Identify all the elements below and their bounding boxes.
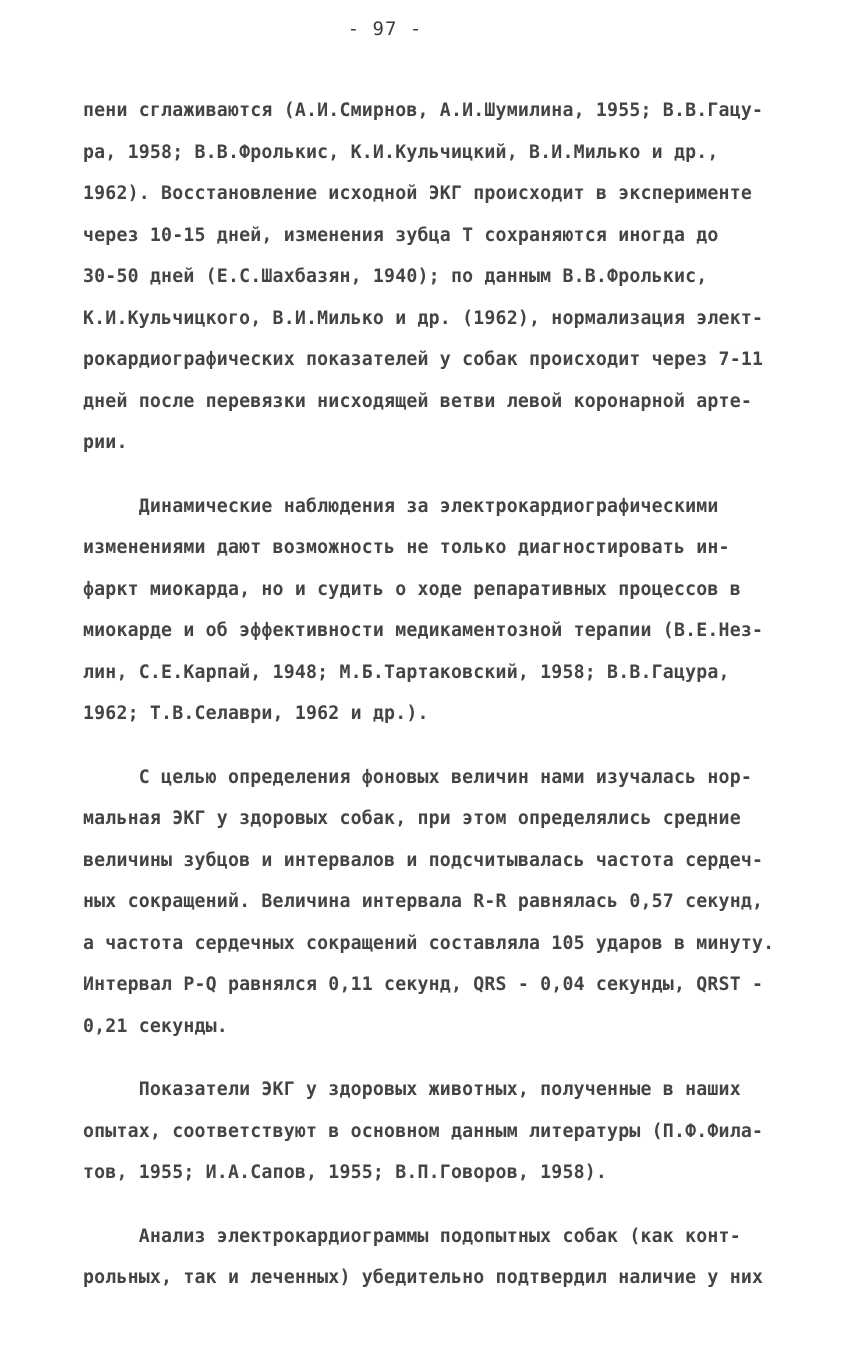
text-line: пени сглаживаются (А.И.Смирнов, А.И.Шумилина, 1955; В.В.Гацу- [83, 100, 764, 121]
text-line: фаркт миокарда, но и судить о ходе репаративных процессов в [83, 578, 741, 600]
paragraph-gap [83, 1194, 823, 1216]
text-line: К.И.Кульчицкого, В.И.Милько и др. (1962), нормализация элект- [83, 307, 764, 329]
paragraph [83, 90, 823, 464]
text-line: мальная ЭКГ у здоровых собак, при этом определялись средние [83, 808, 741, 829]
text-line: дней после перевязки нисходящей ветви левой коронарной арте- [83, 390, 752, 412]
text-line: а частота сердечных сокращений составляла 105 ударов в минуту. [83, 932, 775, 954]
paragraph-gap [83, 1047, 823, 1069]
text-line: рольных, так и леченных) убедительно подтвердил наличие у них [83, 1267, 764, 1288]
text-line: через 10-15 дней, изменения зубца Т сохраняются иногда до [83, 224, 719, 246]
paragraph [83, 1069, 823, 1194]
text-line: Динамические наблюдения за электрокардиографическими [83, 495, 719, 517]
text-line: 1962; Т.В.Селаври, 1962 и др.). [83, 703, 429, 724]
text-line: ра, 1958; В.В.Фролькис, К.И.Кульчицкий, В.И.Милько и др., [83, 141, 719, 163]
text-line: 30-50 дней (Е.С.Шахбазян, 1940); по данным В.В.Фролькис, [83, 266, 708, 287]
body-text [83, 90, 823, 1299]
text-line: 1962). Восстановление исходной ЭКГ происходит в эксперименте [83, 183, 752, 204]
paragraph-gap [83, 464, 823, 486]
paragraph [83, 486, 823, 735]
text-line: Показатели ЭКГ у здоровых животных, полученные в наших [83, 1079, 741, 1100]
paragraph [83, 757, 823, 1048]
text-line: Анализ электрокардиограммы подопытных собак (как конт- [83, 1225, 741, 1247]
paragraph-gap [83, 735, 823, 757]
text-line: Интервал P-Q равнялся 0,11 секунд, QRS - 0,04 секунды, QRST - [83, 974, 764, 995]
text-line: величины зубцов и интервалов и подсчитывалась частота сердеч- [83, 849, 764, 871]
text-line: рии. [83, 432, 128, 453]
page-number: - 97 - [347, 18, 423, 40]
text-line: 0,21 секунды. [83, 1015, 228, 1037]
text-line: лин, С.Е.Карпай, 1948; М.Б.Тартаковский, 1958; В.В.Гацура, [83, 661, 730, 683]
paragraph [83, 1216, 823, 1299]
text-line: рокардиографических показателей у собак происходит через 7-11 [83, 349, 764, 370]
text-line: изменениями дают возможность не только диагностировать ин- [83, 537, 730, 558]
text-line: опытах, соответствуют в основном данным литературы (П.Ф.Фила- [83, 1120, 764, 1142]
text-line: ных сокращений. Величина интервала R-R равнялась 0,57 секунд, [83, 891, 764, 912]
text-line: С целью определения фоновых величин нами изучалась нор- [83, 766, 752, 788]
text-line: тов, 1955; И.А.Сапов, 1955; В.П.Говоров, 1958). [83, 1162, 608, 1183]
text-line: миокарде и об эффективности медикаментозной терапии (В.Е.Нез- [83, 620, 764, 641]
